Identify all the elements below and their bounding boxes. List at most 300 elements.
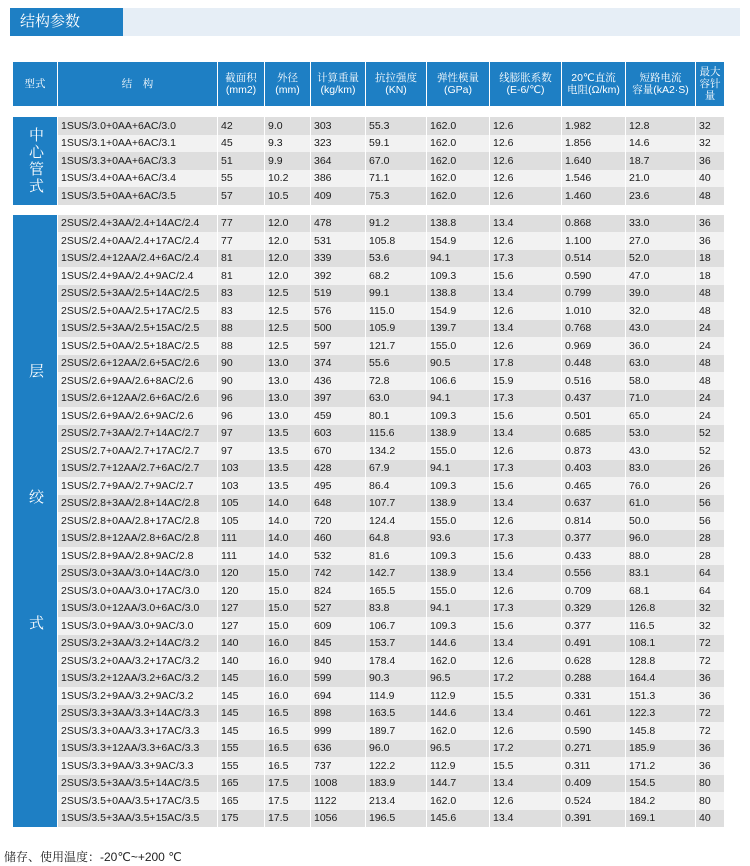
table-cell: 122.2 xyxy=(366,757,427,775)
table-cell: 64 xyxy=(696,582,725,600)
table-cell: 83.0 xyxy=(626,460,696,478)
table-row xyxy=(13,477,725,495)
table-cell: 90 xyxy=(218,355,265,373)
table-cell: 96 xyxy=(218,390,265,408)
table-cell: 50.0 xyxy=(626,512,696,530)
table-cell: 12.6 xyxy=(490,722,562,740)
table-cell: 122.3 xyxy=(626,705,696,723)
table-cell: 90.3 xyxy=(366,670,427,688)
header-strength: 抗拉强度 (KN) xyxy=(366,62,427,107)
table-cell: 48 xyxy=(696,285,725,303)
table-cell: 63.0 xyxy=(626,355,696,373)
table-cell: 0.448 xyxy=(562,355,626,373)
table-cell: 40 xyxy=(696,170,725,188)
table-cell: 162.0 xyxy=(427,187,490,205)
table-cell: 32 xyxy=(696,600,725,618)
table-cell: 61.0 xyxy=(626,495,696,513)
cell-structure: 2SUS/2.6+9AA/2.6+8AC/2.6 xyxy=(58,372,218,390)
table-cell: 9.0 xyxy=(265,117,311,135)
table-cell: 96.0 xyxy=(626,530,696,548)
table-cell: 121.7 xyxy=(366,337,427,355)
group-gap xyxy=(13,205,725,215)
table-cell: 96.0 xyxy=(366,740,427,758)
table-cell: 12.6 xyxy=(490,117,562,135)
table-cell: 81 xyxy=(218,250,265,268)
table-cell: 124.4 xyxy=(366,512,427,530)
table-cell: 126.8 xyxy=(626,600,696,618)
table-row xyxy=(13,495,725,513)
table-cell: 17.3 xyxy=(490,390,562,408)
table-row xyxy=(13,135,725,153)
table-cell: 13.0 xyxy=(265,390,311,408)
table-cell: 155 xyxy=(218,740,265,758)
table-cell: 17.5 xyxy=(265,775,311,793)
table-cell: 13.4 xyxy=(490,320,562,338)
table-cell: 26 xyxy=(696,460,725,478)
table-cell: 12.6 xyxy=(490,187,562,205)
cell-structure: 1SUS/3.1+0AA+6AC/3.1 xyxy=(58,135,218,153)
cell-structure: 2SUS/3.5+3AA/3.5+14AC/3.5 xyxy=(58,775,218,793)
table-cell: 737 xyxy=(311,757,366,775)
table-cell: 138.9 xyxy=(427,425,490,443)
table-row xyxy=(13,670,725,688)
table-cell: 120 xyxy=(218,582,265,600)
table-cell: 12.0 xyxy=(265,215,311,233)
table-cell: 155.0 xyxy=(427,582,490,600)
table-cell: 91.2 xyxy=(366,215,427,233)
table-cell: 12.6 xyxy=(490,232,562,250)
table-cell: 144.6 xyxy=(427,635,490,653)
table-cell: 71.0 xyxy=(626,390,696,408)
table-cell: 48 xyxy=(696,302,725,320)
table-cell: 0.768 xyxy=(562,320,626,338)
table-cell: 144.7 xyxy=(427,775,490,793)
table-cell: 0.514 xyxy=(562,250,626,268)
table-cell: 36 xyxy=(696,687,725,705)
table-row xyxy=(13,302,725,320)
table-cell: 77 xyxy=(218,215,265,233)
table-row xyxy=(13,390,725,408)
table-cell: 151.3 xyxy=(626,687,696,705)
table-row xyxy=(13,652,725,670)
table-cell: 153.7 xyxy=(366,635,427,653)
table-cell: 409 xyxy=(311,187,366,205)
table-cell: 12.5 xyxy=(265,302,311,320)
table-cell: 303 xyxy=(311,117,366,135)
table-cell: 134.2 xyxy=(366,442,427,460)
table-cell: 0.628 xyxy=(562,652,626,670)
table-cell: 32 xyxy=(696,135,725,153)
table-cell: 175 xyxy=(218,810,265,828)
table-cell: 72 xyxy=(696,705,725,723)
table-cell: 16.0 xyxy=(265,670,311,688)
table-cell: 1.010 xyxy=(562,302,626,320)
table-cell: 0.391 xyxy=(562,810,626,828)
header-resistance: 20℃直流 电阻(Ω/km) xyxy=(562,62,626,107)
table-cell: 12.6 xyxy=(490,652,562,670)
table-row xyxy=(13,232,725,250)
table-cell: 720 xyxy=(311,512,366,530)
table-cell: 531 xyxy=(311,232,366,250)
table-cell: 28 xyxy=(696,530,725,548)
table-cell: 94.1 xyxy=(427,250,490,268)
group-gap xyxy=(13,107,725,118)
table-cell: 105 xyxy=(218,495,265,513)
table-cell: 63.0 xyxy=(366,390,427,408)
table-cell: 13.0 xyxy=(265,407,311,425)
table-cell: 162.0 xyxy=(427,117,490,135)
table-cell: 162.0 xyxy=(427,722,490,740)
table-cell: 478 xyxy=(311,215,366,233)
table-cell: 519 xyxy=(311,285,366,303)
table-cell: 55 xyxy=(218,170,265,188)
table-cell: 106.7 xyxy=(366,617,427,635)
cell-structure: 2SUS/2.6+12AA/2.6+5AC/2.6 xyxy=(58,355,218,373)
table-row xyxy=(13,635,725,653)
table-cell: 36 xyxy=(696,757,725,775)
table-cell: 36 xyxy=(696,670,725,688)
table-cell: 12.6 xyxy=(490,135,562,153)
spec-table xyxy=(12,61,725,827)
table-row xyxy=(13,705,725,723)
table-cell: 12.5 xyxy=(265,285,311,303)
table-cell: 127 xyxy=(218,600,265,618)
table-cell: 13.5 xyxy=(265,460,311,478)
table-cell: 18.7 xyxy=(626,152,696,170)
table-cell: 165 xyxy=(218,775,265,793)
table-cell: 140 xyxy=(218,635,265,653)
table-cell: 14.0 xyxy=(265,512,311,530)
table-cell: 13.4 xyxy=(490,425,562,443)
table-cell: 162.0 xyxy=(427,152,490,170)
cell-structure: 1SUS/3.2+12AA/3.2+6AC/3.2 xyxy=(58,670,218,688)
table-cell: 109.3 xyxy=(427,407,490,425)
table-cell: 88 xyxy=(218,320,265,338)
table-cell: 12.5 xyxy=(265,320,311,338)
table-cell: 0.377 xyxy=(562,530,626,548)
table-cell: 898 xyxy=(311,705,366,723)
table-cell: 13.0 xyxy=(265,355,311,373)
table-cell: 109.3 xyxy=(427,477,490,495)
table-row xyxy=(13,285,725,303)
table-cell: 24 xyxy=(696,337,725,355)
table-row xyxy=(13,565,725,583)
table-cell: 0.799 xyxy=(562,285,626,303)
header-type: 型式 xyxy=(13,62,58,107)
table-cell: 15.6 xyxy=(490,617,562,635)
table-cell: 0.814 xyxy=(562,512,626,530)
table-cell: 56 xyxy=(696,495,725,513)
table-cell: 16.0 xyxy=(265,652,311,670)
table-cell: 81.6 xyxy=(366,547,427,565)
table-row xyxy=(13,187,725,205)
table-cell: 97 xyxy=(218,425,265,443)
table-cell: 162.0 xyxy=(427,170,490,188)
table-cell: 1.982 xyxy=(562,117,626,135)
table-cell: 90 xyxy=(218,372,265,390)
cell-structure: 2SUS/2.8+0AA/2.8+17AC/2.8 xyxy=(58,512,218,530)
table-cell: 15.6 xyxy=(490,547,562,565)
table-cell: 12.0 xyxy=(265,267,311,285)
table-cell: 609 xyxy=(311,617,366,635)
table-cell: 48 xyxy=(696,355,725,373)
table-row xyxy=(13,152,725,170)
page-title: 结构参数 xyxy=(10,8,123,36)
table-cell: 17.3 xyxy=(490,600,562,618)
table-cell: 57 xyxy=(218,187,265,205)
table-cell: 14.6 xyxy=(626,135,696,153)
cell-structure: 1SUS/2.8+12AA/2.8+6AC/2.8 xyxy=(58,530,218,548)
table-cell: 694 xyxy=(311,687,366,705)
table-cell: 77 xyxy=(218,232,265,250)
table-cell: 15.6 xyxy=(490,407,562,425)
table-row xyxy=(13,170,725,188)
table-cell: 163.5 xyxy=(366,705,427,723)
table-cell: 162.0 xyxy=(427,652,490,670)
table-cell: 0.288 xyxy=(562,670,626,688)
table-cell: 10.5 xyxy=(265,187,311,205)
table-cell: 386 xyxy=(311,170,366,188)
table-cell: 999 xyxy=(311,722,366,740)
table-body xyxy=(13,107,725,828)
table-cell: 155 xyxy=(218,757,265,775)
table-cell: 97 xyxy=(218,442,265,460)
table-cell: 0.329 xyxy=(562,600,626,618)
table-cell: 164.4 xyxy=(626,670,696,688)
cell-structure: 1SUS/2.4+9AA/2.4+9AC/2.4 xyxy=(58,267,218,285)
table-cell: 597 xyxy=(311,337,366,355)
table-cell: 96 xyxy=(218,407,265,425)
table-cell: 140 xyxy=(218,652,265,670)
cell-structure: 1SUS/2.7+9AA/2.7+9AC/2.7 xyxy=(58,477,218,495)
table-cell: 1.460 xyxy=(562,187,626,205)
table-cell: 13.0 xyxy=(265,372,311,390)
table-cell: 16.0 xyxy=(265,635,311,653)
table-cell: 51 xyxy=(218,152,265,170)
table-cell: 17.2 xyxy=(490,740,562,758)
table-cell: 0.403 xyxy=(562,460,626,478)
table-cell: 28 xyxy=(696,547,725,565)
table-cell: 0.501 xyxy=(562,407,626,425)
cell-structure: 1SUS/2.6+9AA/2.6+9AC/2.6 xyxy=(58,407,218,425)
table-cell: 64 xyxy=(696,565,725,583)
table-cell: 52 xyxy=(696,425,725,443)
cell-structure: 2SUS/2.4+3AA/2.4+14AC/2.4 xyxy=(58,215,218,233)
table-cell: 18 xyxy=(696,267,725,285)
table-cell: 17.2 xyxy=(490,670,562,688)
table-cell: 17.3 xyxy=(490,460,562,478)
table-cell: 115.6 xyxy=(366,425,427,443)
table-cell: 17.8 xyxy=(490,355,562,373)
table-cell: 23.6 xyxy=(626,187,696,205)
table-cell: 142.7 xyxy=(366,565,427,583)
table-cell: 12.8 xyxy=(626,117,696,135)
table-cell: 1056 xyxy=(311,810,366,828)
table-cell: 14.0 xyxy=(265,495,311,513)
table-cell: 0.409 xyxy=(562,775,626,793)
table-cell: 88 xyxy=(218,337,265,355)
table-cell: 103 xyxy=(218,460,265,478)
table-cell: 0.637 xyxy=(562,495,626,513)
table-cell: 12.6 xyxy=(490,152,562,170)
table-cell: 112.9 xyxy=(427,687,490,705)
cell-structure: 1SUS/3.0+9AA/3.0+9AC/3.0 xyxy=(58,617,218,635)
table-cell: 15.6 xyxy=(490,267,562,285)
table-cell: 64.8 xyxy=(366,530,427,548)
table-cell: 93.6 xyxy=(427,530,490,548)
table-cell: 12.6 xyxy=(490,512,562,530)
table-cell: 145 xyxy=(218,705,265,723)
table-cell: 72 xyxy=(696,722,725,740)
table-cell: 13.5 xyxy=(265,425,311,443)
table-cell: 1008 xyxy=(311,775,366,793)
group-gap-cell xyxy=(13,205,725,215)
table-cell: 13.4 xyxy=(490,810,562,828)
header-diameter: 外径 (mm) xyxy=(265,62,311,107)
table-cell: 24 xyxy=(696,320,725,338)
table-cell: 80 xyxy=(696,775,725,793)
table-cell: 47.0 xyxy=(626,267,696,285)
table-cell: 165 xyxy=(218,792,265,810)
group-gap-cell xyxy=(13,107,725,118)
table-cell: 26 xyxy=(696,477,725,495)
table-cell: 1.640 xyxy=(562,152,626,170)
table-row xyxy=(13,775,725,793)
table-cell: 0.271 xyxy=(562,740,626,758)
table-cell: 43.0 xyxy=(626,442,696,460)
table-cell: 18 xyxy=(696,250,725,268)
table-cell: 17.5 xyxy=(265,792,311,810)
table-cell: 196.5 xyxy=(366,810,427,828)
table-cell: 145 xyxy=(218,670,265,688)
cell-structure: 2SUS/2.8+3AA/2.8+14AC/2.8 xyxy=(58,495,218,513)
table-cell: 43.0 xyxy=(626,320,696,338)
table-cell: 9.3 xyxy=(265,135,311,153)
table-cell: 155.0 xyxy=(427,442,490,460)
table-cell: 16.5 xyxy=(265,722,311,740)
cell-structure: 1SUS/3.0+12AA/3.0+6AC/3.0 xyxy=(58,600,218,618)
table-cell: 13.4 xyxy=(490,775,562,793)
table-row xyxy=(13,617,725,635)
cell-structure: 1SUS/2.7+12AA/2.7+6AC/2.7 xyxy=(58,460,218,478)
table-cell: 71.1 xyxy=(366,170,427,188)
cell-structure: 2SUS/2.5+3AA/2.5+14AC/2.5 xyxy=(58,285,218,303)
table-cell: 24 xyxy=(696,390,725,408)
table-cell: 0.331 xyxy=(562,687,626,705)
table-cell: 109.3 xyxy=(427,267,490,285)
table-row xyxy=(13,337,725,355)
cell-structure: 1SUS/3.0+0AA+6AC/3.0 xyxy=(58,117,218,135)
table-row xyxy=(13,512,725,530)
table-cell: 0.311 xyxy=(562,757,626,775)
table-cell: 39.0 xyxy=(626,285,696,303)
table-cell: 154.5 xyxy=(626,775,696,793)
table-cell: 114.9 xyxy=(366,687,427,705)
table-cell: 68.2 xyxy=(366,267,427,285)
table-cell: 15.0 xyxy=(265,617,311,635)
table-cell: 13.4 xyxy=(490,215,562,233)
table-cell: 106.6 xyxy=(427,372,490,390)
table-cell: 83 xyxy=(218,285,265,303)
cell-structure: 2SUS/2.4+0AA/2.4+17AC/2.4 xyxy=(58,232,218,250)
cell-structure: 1SUS/3.4+0AA+6AC/3.4 xyxy=(58,170,218,188)
table-cell: 10.2 xyxy=(265,170,311,188)
table-cell: 138.8 xyxy=(427,285,490,303)
table-row xyxy=(13,250,725,268)
table-cell: 13.4 xyxy=(490,285,562,303)
cell-structure: 2SUS/3.3+3AA/3.3+14AC/3.3 xyxy=(58,705,218,723)
table-cell: 162.0 xyxy=(427,135,490,153)
table-cell: 40 xyxy=(696,810,725,828)
table-row xyxy=(13,355,725,373)
table-cell: 12.6 xyxy=(490,337,562,355)
table-row xyxy=(13,407,725,425)
table-row xyxy=(13,425,725,443)
cell-structure: 1SUS/3.3+9AA/3.3+9AC/3.3 xyxy=(58,757,218,775)
table-cell: 500 xyxy=(311,320,366,338)
table-cell: 52 xyxy=(696,442,725,460)
table-cell: 364 xyxy=(311,152,366,170)
table-cell: 48 xyxy=(696,372,725,390)
table-cell: 75.3 xyxy=(366,187,427,205)
table-cell: 17.3 xyxy=(490,250,562,268)
table-row xyxy=(13,442,725,460)
table-cell: 1.856 xyxy=(562,135,626,153)
table-cell: 15.0 xyxy=(265,600,311,618)
table-cell: 27.0 xyxy=(626,232,696,250)
table-cell: 80 xyxy=(696,792,725,810)
header-modulus: 弹性模量 (GPa) xyxy=(427,62,490,107)
table-cell: 428 xyxy=(311,460,366,478)
table-row xyxy=(13,687,725,705)
table-cell: 81 xyxy=(218,267,265,285)
table-cell: 0.685 xyxy=(562,425,626,443)
table-cell: 33.0 xyxy=(626,215,696,233)
table-cell: 323 xyxy=(311,135,366,153)
table-cell: 154.9 xyxy=(427,302,490,320)
table-cell: 165.5 xyxy=(366,582,427,600)
table-cell: 576 xyxy=(311,302,366,320)
table-cell: 13.4 xyxy=(490,705,562,723)
table-cell: 0.873 xyxy=(562,442,626,460)
table-cell: 0.969 xyxy=(562,337,626,355)
table-cell: 36 xyxy=(696,215,725,233)
table-cell: 55.3 xyxy=(366,117,427,135)
table-cell: 145 xyxy=(218,687,265,705)
table-cell: 17.3 xyxy=(490,530,562,548)
table-cell: 105.8 xyxy=(366,232,427,250)
table-cell: 670 xyxy=(311,442,366,460)
table-cell: 154.9 xyxy=(427,232,490,250)
table-cell: 183.9 xyxy=(366,775,427,793)
table-cell: 495 xyxy=(311,477,366,495)
table-cell: 144.6 xyxy=(427,705,490,723)
table-cell: 392 xyxy=(311,267,366,285)
table-cell: 120 xyxy=(218,565,265,583)
cell-structure: 2SUS/3.3+0AA/3.3+17AC/3.3 xyxy=(58,722,218,740)
table-cell: 436 xyxy=(311,372,366,390)
table-cell: 103 xyxy=(218,477,265,495)
table-cell: 15.0 xyxy=(265,565,311,583)
table-cell: 185.9 xyxy=(626,740,696,758)
table-cell: 12.6 xyxy=(490,170,562,188)
table-cell: 13.4 xyxy=(490,565,562,583)
table-row xyxy=(13,372,725,390)
table-cell: 184.2 xyxy=(626,792,696,810)
table-cell: 0.709 xyxy=(562,582,626,600)
table-row xyxy=(13,722,725,740)
table-cell: 397 xyxy=(311,390,366,408)
